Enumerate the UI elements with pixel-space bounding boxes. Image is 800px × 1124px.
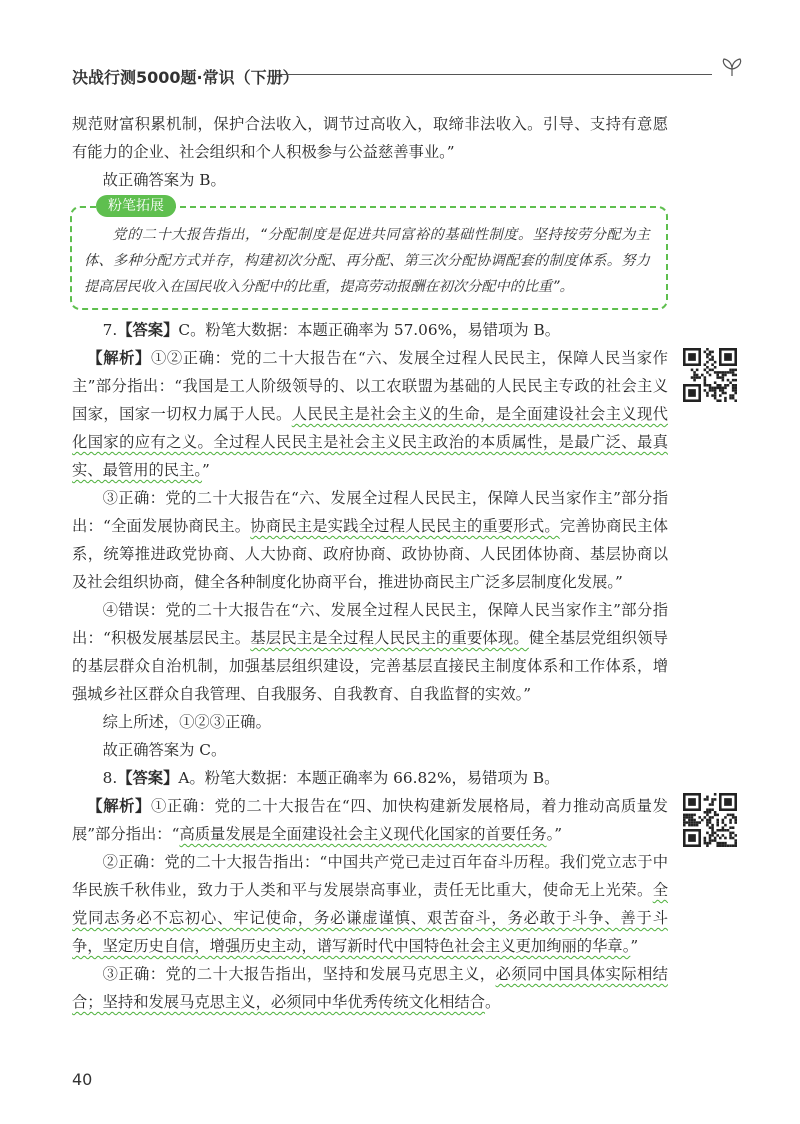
header-rule: [277, 74, 712, 75]
qr-code-icon-q8[interactable]: [683, 793, 737, 847]
extension-tag: 粉笔拓展: [96, 195, 176, 217]
page-number: 40: [72, 1070, 93, 1089]
page-header: [72, 60, 752, 90]
main-content: [72, 110, 668, 1016]
q7-analysis-2: ③正确：党的二十大报告在“六、发展全过程人民民主，保障人民当家作主”部分指出：“全面发展协商民主。协商民主是实践全过程人民民主的重要形式。完善协商民主体系，统筹推进政党协商、人大协商、政府协商、政协协商、人民团体协商、基层协商以及社会组织协商，健全各种制度化协商平台，推进协商民主广泛多层制度化发展。”: [72, 489, 668, 591]
qr-code-icon-q7[interactable]: [683, 348, 737, 402]
book-title: 决战行测5000题·常识（下册）: [72, 68, 299, 87]
sprout-icon: [712, 54, 752, 84]
extension-text: 党的二十大报告指出，“分配制度是促进共同富裕的基础性制度。坚持按劳分配为主体、多种分配方式并存，构建初次分配、再分配、第三次分配协调配套的制度体系。努力提高居民收入在国民收入分配中的比重，提高劳动报酬在初次分配中的比重”。: [84, 227, 650, 295]
answer-b: 故正确答案为 B。: [102, 171, 226, 189]
q7-summary: 综上所述，①②③正确。: [102, 713, 271, 731]
q7-final-answer: 故正确答案为 C。: [102, 741, 227, 759]
q8-analysis-3: ③正确：党的二十大报告指出，坚持和发展马克思主义，必须同中国具体实际相结合；坚持和发展马克思主义，必须同中华优秀传统文化相结合。: [72, 965, 668, 1011]
q8-analysis-2: ②正确：党的二十大报告指出：“中国共产党已走过百年奋斗历程。我们党立志于中华民族千秋伟业，致力于人类和平与发展崇高事业，责任无比重大，使命无上光荣。全党同志务必不忘初心、牢记使命，务必谦虚谨慎、艰苦奋斗，务必敢于斗争、善于斗争，坚定历史自信，增强历史主动，谱写新时代中国特色社会主义更加绚丽的华章。”: [72, 853, 668, 955]
extension-box: [70, 198, 668, 310]
q7-answer: 7.【答案】C。粉笔大数据：本题正确率为 57.06%，易错项为 B。: [102, 321, 561, 339]
q7-analysis-1: 【解析】①②正确：党的二十大报告在“六、发展全过程人民民主，保障人民当家作主”部分指出：“我国是工人阶级领导的、以工农联盟为基础的人民民主专政的社会主义国家，国家一切权力属于人民。人民民主是社会主义的生命，是全面建设社会主义现代化国家的应有之义。全过程人民民主是社会主义民主政治的本质属性，是最广泛、最真实、最管用的民主。”: [72, 349, 668, 479]
q8-answer: 8.【答案】A。粉笔大数据：本题正确率为 66.82%，易错项为 B。: [102, 769, 560, 787]
intro-paragraph: 规范财富积累机制，保护合法收入，调节过高收入，取缔非法收入。引导、支持有意愿有能力的企业、社会组织和个人积极参与公益慈善事业。”: [72, 115, 668, 161]
q8-analysis-1: 【解析】①正确：党的二十大报告在“四、加快构建新发展格局，着力推动高质量发展”部分指出：“高质量发展是全面建设社会主义现代化国家的首要任务。”: [72, 797, 668, 843]
q7-analysis-3: ④错误：党的二十大报告在“六、发展全过程人民民主，保障人民当家作主”部分指出：“积极发展基层民主。基层民主是全过程人民民主的重要体现。健全基层党组织领导的基层群众自治机制，加强基层组织建设，完善基层直接民主制度体系和工作体系，增强城乡社区群众自我管理、自我服务、自我教育、自我监督的实效。”: [72, 601, 668, 703]
